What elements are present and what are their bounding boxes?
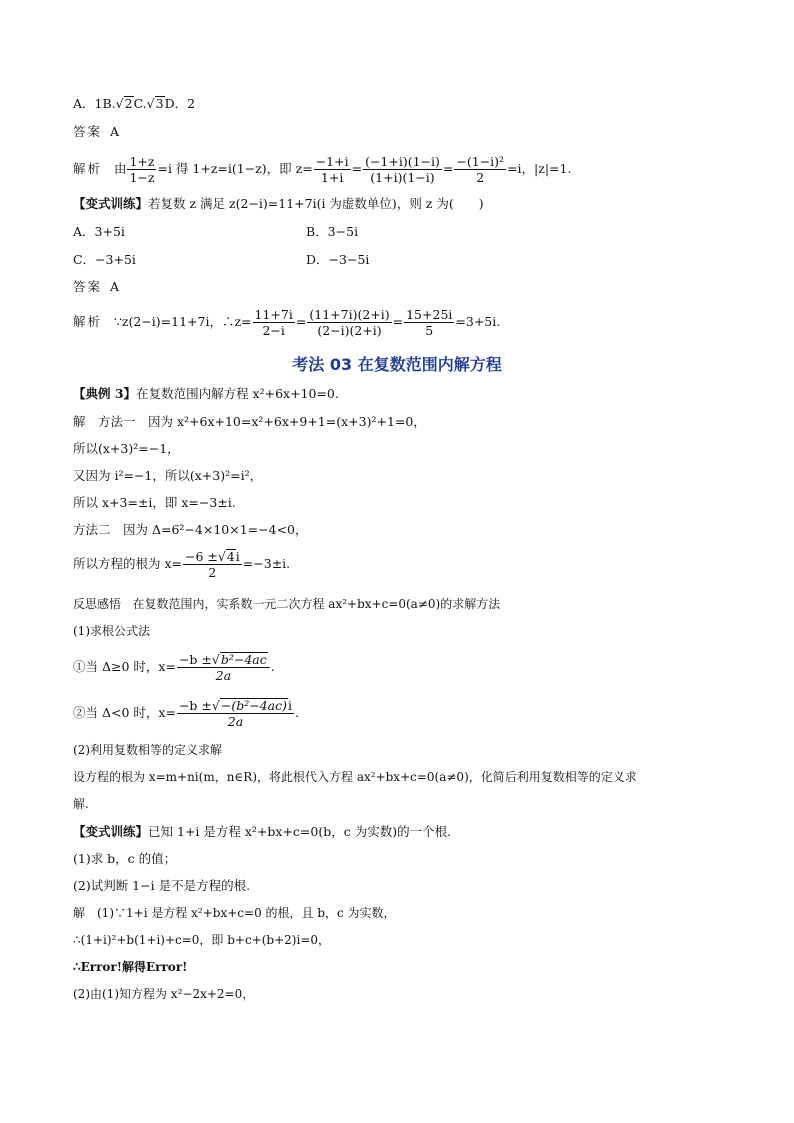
sqrt-symbol: √ <box>211 652 220 667</box>
reflection-heading: 反思感悟 在复数范围内，实系数一元二次方程 ax²+bx+c=0(a≠0)的求解方法 <box>73 597 501 611</box>
example-3-line-6: 所以方程的根为 x= $\frac{-6 \pm√4i}{2}$ =−3±i. <box>73 549 291 580</box>
fraction: $\frac{11+7i}{2-i}$ <box>254 307 293 338</box>
fraction: $\frac{\text{−b ±√−(b²−4ac)i}}{2a}$ <box>178 698 292 729</box>
variant-2-question: 【变式训练】已知 1+i 是方程 x²+bx+c=0(b，c 为实数)的一个根. <box>73 824 452 839</box>
sqrt-symbol: √ <box>146 96 155 111</box>
fraction: $\frac{1+z}{1-z}$ <box>129 154 155 185</box>
variant-1-option-d: D．−3−5i <box>306 252 370 267</box>
fraction: $\frac{\text{−b ±√b²−4ac}}{2a}$ <box>177 652 270 683</box>
variant-2-solution-2: ∴(1+i)²+b(1+i)+c=0，即 b+c+(b+2)i=0， <box>73 933 331 947</box>
fraction: $\frac{(11+7i)(2+i)}{(2-i)(2+i)}$ <box>309 307 390 338</box>
section-title: 考法 03 在复数范围内解方程 <box>292 355 502 374</box>
variant-2-solution-4: (2)由(1)知方程为 x²−2x+2=0， <box>73 987 255 1001</box>
reflection-method-1: (1)求根公式法 <box>73 624 150 638</box>
q1-analysis: 解析 由 $\frac{1+z}{1-z}$ =i 得 1+z=i(1−z)，即 z= $\frac{-1+i}{1+i}$ = $\frac{(-1+i)(1-i)}{(1+i)(1-i)}$ = $\frac{\text{−(1−i)²}}{2}$ =i，|z|=1. <box>73 154 572 185</box>
q1-options: A．1B.√2C.√3D．2 <box>73 96 196 111</box>
reflection-method-2-text-cont: 解. <box>73 797 89 811</box>
reflection-method-2: (2)利用复数相等的定义求解 <box>73 743 222 757</box>
variant-1-question: 【变式训练】若复数 z 满足 z(2−i)=11+7i(i 为虚数单位)，则 z 为( ) <box>73 196 484 211</box>
sqrt-symbol: √ <box>217 549 226 564</box>
variant-1-analysis: 解析 ∵z(2−i)=11+7i，∴z= $\frac{11+7i}{2-i}$ = $\frac{(11+7i)(2+i)}{(2-i)(2+i)}$ = $\frac{15+25i}{5}$ =3+5i. <box>73 307 501 338</box>
reflection-method-2-text: 设方程的根为 x=m+ni(m，n∈R)，将此根代入方程 ax²+bx+c=0(a≠0)，化简后利用复数相等的定义求 <box>73 770 637 784</box>
example-3-line-1: 解 方法一 因为 x²+6x+10=x²+6x+9+1=(x+3)²+1=0， <box>73 414 426 429</box>
variant-2-solution-3: ∴Error!解得Error! <box>73 960 188 974</box>
fraction: $\frac{-1+i}{1+i}$ <box>315 154 349 185</box>
variant-1-option-a: A．3+5i <box>73 224 125 239</box>
variant-1-answer: 答案 A <box>73 279 119 294</box>
example-3-line-2: 所以(x+3)²=−1， <box>73 441 180 456</box>
sqrt-symbol: √ <box>115 96 124 111</box>
sqrt-symbol: √ <box>211 698 220 713</box>
example-3-line-4: 所以 x+3=±i，即 x=−3±i. <box>73 495 236 510</box>
example-3-question: 【典例 3】在复数范围内解方程 x²+6x+10=0. <box>73 386 339 401</box>
q1-answer: 答案 A <box>73 124 119 139</box>
variant-2-part-2: (2)试判断 1−i 是不是方程的根. <box>73 878 251 893</box>
example-3-line-3: 又因为 i²=−1，所以(x+3)²=i²， <box>73 468 263 483</box>
reflection-case-1: ①当 Δ≥0 时，x= $\frac{\text{−b ±√b²−4ac}}{2a}$ . <box>73 652 275 683</box>
example-3-line-5: 方法二 因为 Δ=6²−4×10×1=−4<0， <box>73 522 308 537</box>
variant-1-option-b: B．3−5i <box>306 224 359 239</box>
reflection-case-2: ②当 Δ<0 时，x= $\frac{\text{−b ±√−(b²−4ac)i}}{2a}$ . <box>73 698 299 729</box>
variant-2-part-1: (1)求 b，c 的值； <box>73 851 177 866</box>
fraction: $\frac{(-1+i)(1-i)}{(1+i)(1-i)}$ <box>365 154 440 185</box>
fraction: $\frac{15+25i}{5}$ <box>406 307 453 338</box>
fraction: $\frac{-6 \pm√4i}{2}$ <box>185 549 240 580</box>
fraction: $\frac{\text{−(1−i)²}}{2}$ <box>456 154 505 185</box>
variant-2-solution-1: 解 (1)∵1+i 是方程 x²+bx+c=0 的根，且 b，c 为实数， <box>73 906 396 920</box>
variant-1-option-c: C．−3+5i <box>73 252 136 267</box>
